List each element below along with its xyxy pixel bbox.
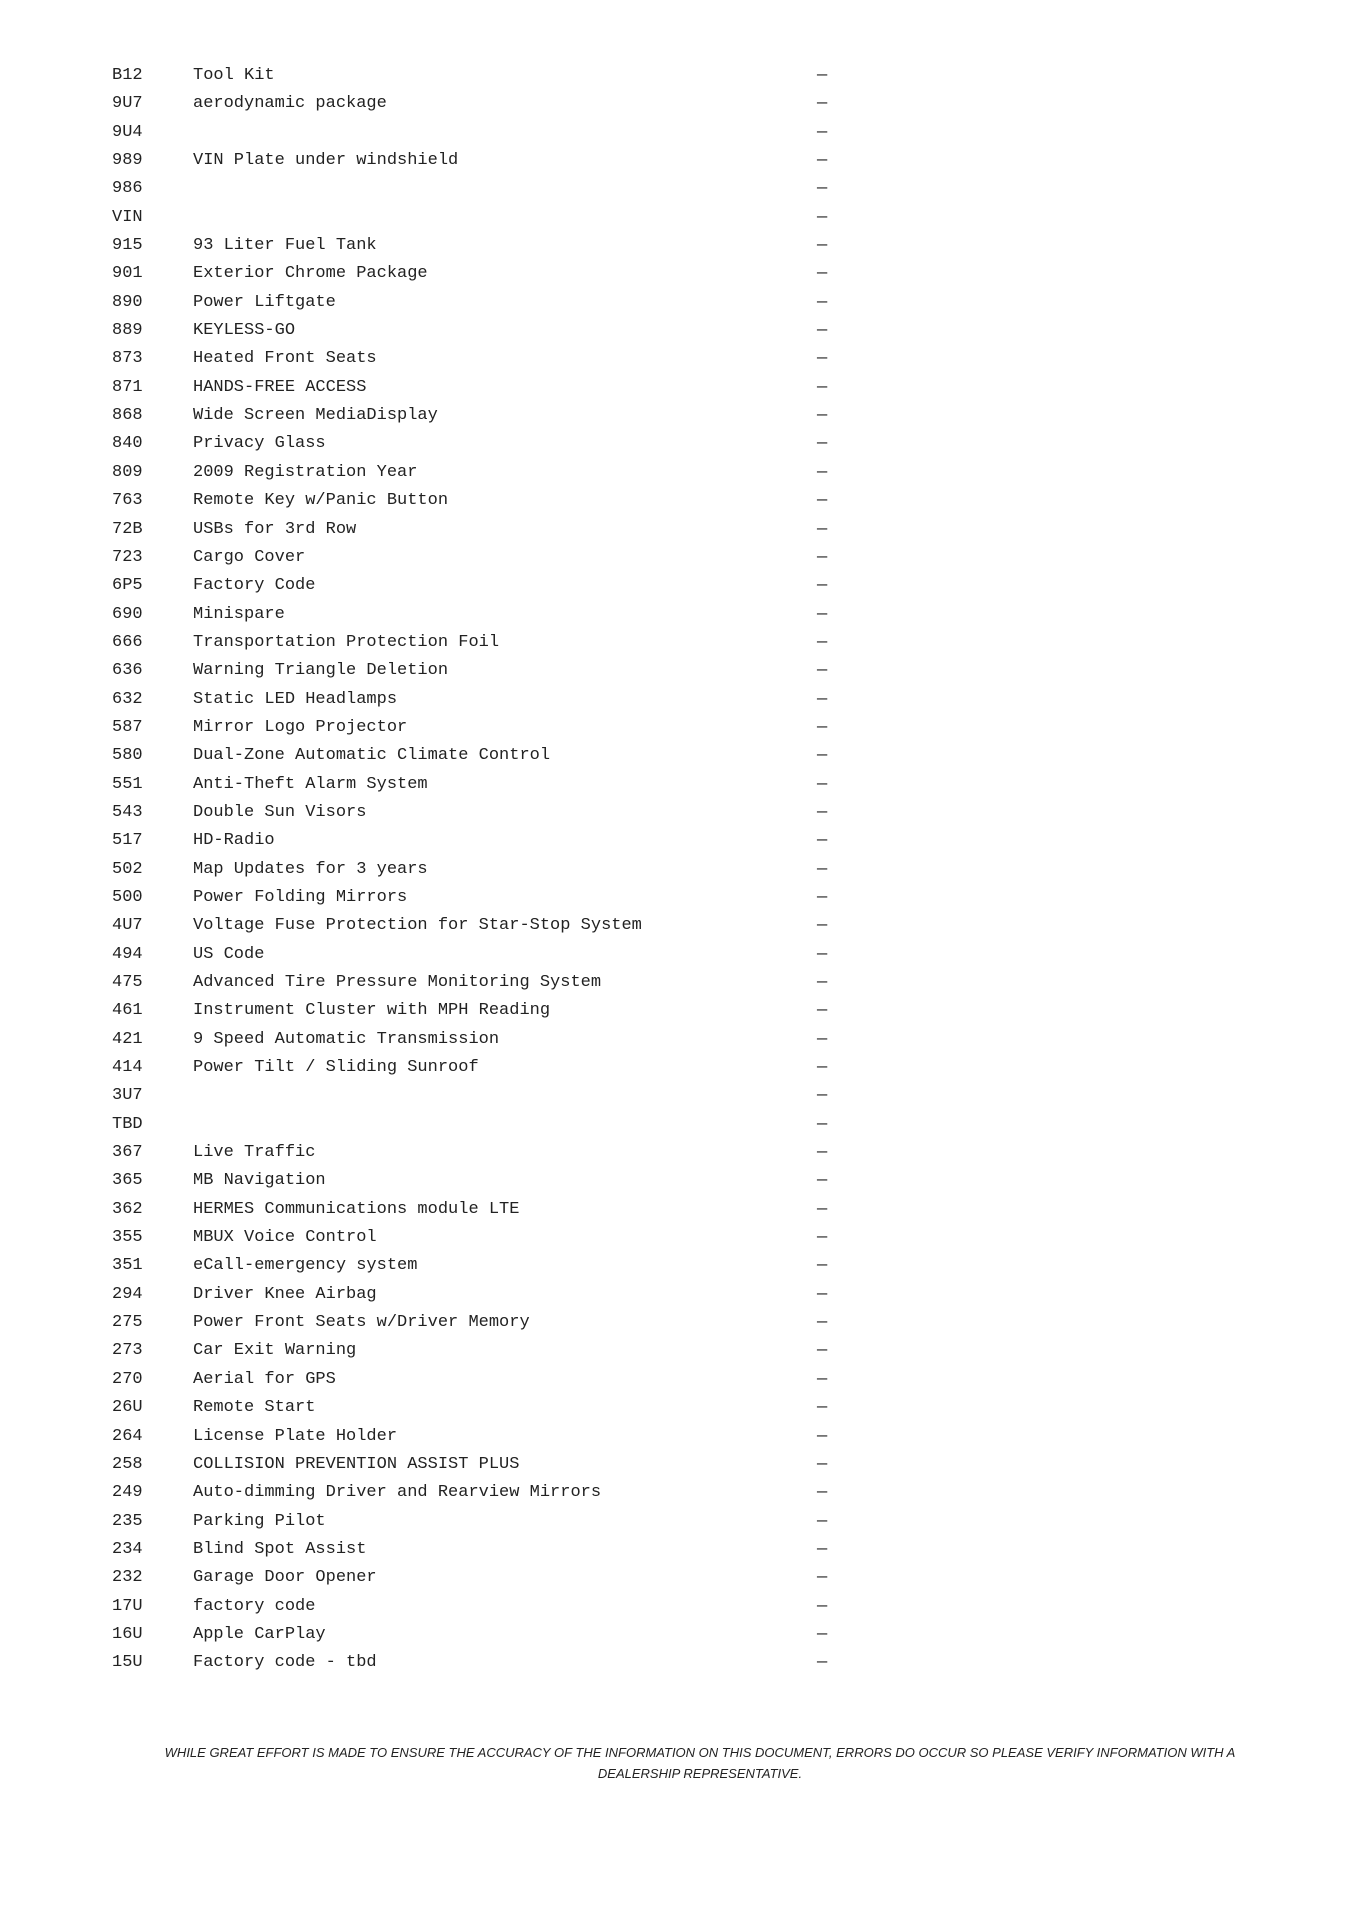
disclaimer-line: DEALERSHIP REPRESENTATIVE. xyxy=(597,1766,803,1781)
option-description: Power Folding Mirrors xyxy=(193,887,408,907)
option-description: Anti-Theft Alarm System xyxy=(193,774,428,794)
option-row xyxy=(112,544,832,572)
option-description: Dual-Zone Automatic Climate Control xyxy=(193,746,551,766)
option-description: Factory code - tbd xyxy=(193,1653,377,1673)
option-description: Blind Spot Assist xyxy=(193,1539,367,1559)
option-description: eCall-emergency system xyxy=(193,1256,418,1276)
option-code: 989 xyxy=(112,151,143,171)
option-value: — xyxy=(817,1029,828,1049)
option-value: — xyxy=(817,944,828,964)
option-row xyxy=(112,1394,832,1422)
option-description: Garage Door Opener xyxy=(193,1568,377,1588)
option-value: — xyxy=(817,661,828,681)
option-description: VIN Plate under windshield xyxy=(193,151,459,171)
option-value: — xyxy=(817,519,828,539)
option-row xyxy=(112,1196,832,1224)
option-value: — xyxy=(817,774,828,794)
option-code: 294 xyxy=(112,1284,143,1304)
option-value: — xyxy=(817,491,828,511)
option-code: 475 xyxy=(112,973,143,992)
option-description: Power Front Seats w/Driver Memory xyxy=(193,1313,530,1333)
option-description: HANDS-FREE ACCESS xyxy=(193,377,367,397)
option-description: License Plate Holder xyxy=(193,1426,398,1446)
option-row xyxy=(112,1337,832,1365)
option-code: 915 xyxy=(112,236,143,256)
option-value: — xyxy=(817,746,828,766)
option-row xyxy=(112,657,832,685)
option-description: KEYLESS-GO xyxy=(193,321,296,341)
option-row xyxy=(112,1649,832,1677)
option-code: VIN xyxy=(112,207,143,227)
option-code: 9U4 xyxy=(112,122,143,142)
option-description: Power Tilt / Sliding Sunroof xyxy=(193,1058,479,1078)
option-row xyxy=(112,345,832,373)
option-value: — xyxy=(817,207,828,227)
option-code: 365 xyxy=(112,1171,143,1191)
option-code: 809 xyxy=(112,462,143,482)
option-row xyxy=(112,799,832,827)
option-value: — xyxy=(817,1568,828,1588)
option-value: — xyxy=(817,1539,828,1559)
option-value: — xyxy=(817,292,828,312)
option-description: 93 Liter Fuel Tank xyxy=(193,236,377,256)
option-description: Tool Kit xyxy=(193,66,275,85)
option-row xyxy=(112,912,832,940)
option-description: Power Liftgate xyxy=(193,292,336,312)
option-value: — xyxy=(817,1228,828,1248)
option-value: — xyxy=(817,604,828,624)
option-description: Map Updates for 3 years xyxy=(193,859,428,879)
option-value: — xyxy=(817,632,828,652)
option-code: 273 xyxy=(112,1341,143,1361)
option-row xyxy=(112,260,832,288)
option-code: 26U xyxy=(112,1398,143,1418)
option-value: — xyxy=(817,1143,828,1163)
option-value: — xyxy=(817,831,828,851)
option-code: 873 xyxy=(112,349,143,369)
option-code: 543 xyxy=(112,802,143,822)
option-code: 587 xyxy=(112,717,143,737)
option-description: Wide Screen MediaDisplay xyxy=(193,406,438,426)
option-row xyxy=(112,516,832,544)
option-row xyxy=(112,1054,832,1082)
option-code: 3U7 xyxy=(112,1086,143,1106)
option-description: Exterior Chrome Package xyxy=(193,264,428,284)
option-description: Car Exit Warning xyxy=(193,1341,357,1361)
option-value: — xyxy=(817,916,828,936)
option-code: 551 xyxy=(112,774,143,794)
option-code: 517 xyxy=(112,831,143,851)
option-description: Remote Key w/Panic Button xyxy=(193,491,449,511)
option-value: — xyxy=(817,462,828,482)
option-row xyxy=(112,1281,832,1309)
option-row xyxy=(112,1224,832,1252)
option-value: — xyxy=(817,151,828,171)
option-row xyxy=(112,175,832,203)
option-row xyxy=(112,601,832,629)
option-description: Warning Triangle Deletion xyxy=(193,661,449,681)
option-value: — xyxy=(817,377,828,397)
option-description: Aerial for GPS xyxy=(193,1369,336,1389)
option-value: — xyxy=(817,1511,828,1531)
option-row xyxy=(112,119,832,147)
option-code: 15U xyxy=(112,1653,143,1673)
option-code: 270 xyxy=(112,1369,143,1389)
option-value: — xyxy=(817,1483,828,1503)
option-code: 16U xyxy=(112,1624,143,1644)
option-description: Minispare xyxy=(193,604,285,624)
option-code: 234 xyxy=(112,1539,143,1559)
option-description: COLLISION PREVENTION ASSIST PLUS xyxy=(193,1454,520,1474)
option-code: 868 xyxy=(112,406,143,426)
option-code: TBD xyxy=(112,1114,143,1134)
option-value: — xyxy=(817,547,828,567)
option-row xyxy=(112,686,832,714)
option-row xyxy=(112,1451,832,1479)
option-description: US Code xyxy=(193,944,265,964)
option-value: — xyxy=(817,349,828,369)
option-value: — xyxy=(817,1398,828,1418)
option-row xyxy=(112,317,832,345)
option-code: 275 xyxy=(112,1313,143,1333)
option-row xyxy=(112,487,832,515)
option-code: 763 xyxy=(112,491,143,511)
option-row xyxy=(112,289,832,317)
option-row xyxy=(112,1423,832,1451)
option-value: — xyxy=(817,1426,828,1446)
option-row xyxy=(112,459,832,487)
option-row xyxy=(112,1536,832,1564)
option-description: Cargo Cover xyxy=(193,547,306,567)
option-description: Advanced Tire Pressure Monitoring System xyxy=(193,973,602,992)
disclaimer-line: WHILE GREAT EFFORT IS MADE TO ENSURE THE ACCURACY OF THE INFORMATION ON THIS DOCUMENT, ERRORS DO OCCUR SO PLEASE VERIFY INFORMATION WITH A xyxy=(164,1745,1236,1760)
option-row xyxy=(112,742,832,770)
option-value: — xyxy=(817,689,828,709)
option-description: HD-Radio xyxy=(193,831,275,851)
option-description: Factory Code xyxy=(193,576,316,596)
option-value: — xyxy=(817,802,828,822)
option-row xyxy=(112,1139,832,1167)
option-value: — xyxy=(817,122,828,142)
option-row xyxy=(112,572,832,600)
option-value: — xyxy=(817,859,828,879)
option-row xyxy=(112,1508,832,1536)
option-code: 351 xyxy=(112,1256,143,1276)
option-row xyxy=(112,771,832,799)
option-description: Mirror Logo Projector xyxy=(193,717,408,737)
option-description: Remote Start xyxy=(193,1398,316,1418)
option-value: — xyxy=(817,1199,828,1219)
option-value: — xyxy=(817,264,828,284)
option-description: Apple CarPlay xyxy=(193,1624,326,1644)
option-description: USBs for 3rd Row xyxy=(193,519,357,539)
option-code: 500 xyxy=(112,887,143,907)
option-value: — xyxy=(817,434,828,454)
option-description: Driver Knee Airbag xyxy=(193,1284,377,1304)
option-description: 9 Speed Automatic Transmission xyxy=(193,1029,500,1049)
option-value: — xyxy=(817,1086,828,1106)
option-row xyxy=(112,941,832,969)
option-value: — xyxy=(817,1114,828,1134)
option-row xyxy=(112,1621,832,1649)
option-code: 4U7 xyxy=(112,916,143,936)
option-value: — xyxy=(817,1284,828,1304)
option-description: 2009 Registration Year xyxy=(193,462,418,482)
option-code: 421 xyxy=(112,1029,143,1049)
option-value: — xyxy=(817,94,828,114)
option-code: 235 xyxy=(112,1511,143,1531)
option-row xyxy=(112,402,832,430)
option-code: 890 xyxy=(112,292,143,312)
option-code: 690 xyxy=(112,604,143,624)
option-value: — xyxy=(817,406,828,426)
option-value: — xyxy=(817,1341,828,1361)
option-code: 17U xyxy=(112,1596,143,1616)
option-value: — xyxy=(817,236,828,256)
option-code: 889 xyxy=(112,321,143,341)
option-value: — xyxy=(817,887,828,907)
option-code: 723 xyxy=(112,547,143,567)
option-code: 632 xyxy=(112,689,143,709)
option-value: — xyxy=(817,1454,828,1474)
option-row xyxy=(112,1167,832,1195)
option-value: — xyxy=(817,1171,828,1191)
option-code: 502 xyxy=(112,859,143,879)
option-description: Static LED Headlamps xyxy=(193,689,398,709)
option-code: 355 xyxy=(112,1228,143,1248)
option-description: Instrument Cluster with MPH Reading xyxy=(193,1001,551,1021)
option-value: — xyxy=(817,179,828,199)
option-row xyxy=(112,1252,832,1280)
option-row xyxy=(112,1593,832,1621)
option-code: 258 xyxy=(112,1454,143,1474)
option-row xyxy=(112,1309,832,1337)
option-code: 367 xyxy=(112,1143,143,1163)
option-code: 9U7 xyxy=(112,94,143,114)
option-row xyxy=(112,430,832,458)
option-description: HERMES Communications module LTE xyxy=(193,1199,520,1219)
option-row xyxy=(112,856,832,884)
option-value: — xyxy=(817,1596,828,1616)
option-value: — xyxy=(817,1624,828,1644)
option-code: 986 xyxy=(112,179,143,199)
option-code: 901 xyxy=(112,264,143,284)
option-value: — xyxy=(817,1653,828,1673)
option-value: — xyxy=(817,576,828,596)
option-row xyxy=(112,1366,832,1394)
option-code: 494 xyxy=(112,944,143,964)
option-row xyxy=(112,629,832,657)
option-description: Heated Front Seats xyxy=(193,349,377,369)
option-code: 666 xyxy=(112,632,143,652)
option-row xyxy=(112,232,832,260)
option-code: 414 xyxy=(112,1058,143,1078)
option-code: 232 xyxy=(112,1568,143,1588)
option-description: MB Navigation xyxy=(193,1171,326,1191)
option-row xyxy=(112,374,832,402)
option-description: Voltage Fuse Protection for Star-Stop System xyxy=(193,916,642,936)
option-code: 636 xyxy=(112,661,143,681)
option-row xyxy=(112,90,832,118)
option-description: Live Traffic xyxy=(193,1143,316,1163)
option-value: — xyxy=(817,1256,828,1276)
option-row xyxy=(112,714,832,742)
option-code: 72B xyxy=(112,519,143,539)
option-row xyxy=(112,884,832,912)
option-row xyxy=(112,62,832,90)
option-description: Double Sun Visors xyxy=(193,802,367,822)
option-description: Auto-dimming Driver and Rearview Mirrors xyxy=(193,1483,602,1503)
option-description: aerodynamic package xyxy=(193,94,387,114)
option-description: Transportation Protection Foil xyxy=(193,632,500,652)
option-value: — xyxy=(817,321,828,341)
option-value: — xyxy=(817,1369,828,1389)
option-row xyxy=(112,1564,832,1592)
option-description: factory code xyxy=(193,1596,316,1616)
disclaimer xyxy=(120,1742,1280,1784)
option-row xyxy=(112,1026,832,1054)
option-value: — xyxy=(817,1058,828,1078)
option-code: 362 xyxy=(112,1199,143,1219)
option-code: B12 xyxy=(112,66,143,85)
option-row xyxy=(112,827,832,855)
option-code: 580 xyxy=(112,746,143,766)
option-value: — xyxy=(817,66,828,85)
option-code: 840 xyxy=(112,434,143,454)
option-code: 264 xyxy=(112,1426,143,1446)
option-value: — xyxy=(817,1313,828,1333)
option-value: — xyxy=(817,717,828,737)
option-row xyxy=(112,1111,832,1139)
option-code: 6P5 xyxy=(112,576,143,596)
option-description: Parking Pilot xyxy=(193,1511,326,1531)
option-row xyxy=(112,969,832,997)
option-code-list xyxy=(112,62,832,1678)
option-row xyxy=(112,204,832,232)
option-code: 461 xyxy=(112,1001,143,1021)
option-row xyxy=(112,1479,832,1507)
option-row xyxy=(112,1082,832,1110)
option-value: — xyxy=(817,973,828,992)
option-value: — xyxy=(817,1001,828,1021)
option-code: 871 xyxy=(112,377,143,397)
option-row xyxy=(112,997,832,1025)
option-description: MBUX Voice Control xyxy=(193,1228,377,1248)
option-description: Privacy Glass xyxy=(193,434,326,454)
option-code: 249 xyxy=(112,1483,143,1503)
option-row xyxy=(112,147,832,175)
